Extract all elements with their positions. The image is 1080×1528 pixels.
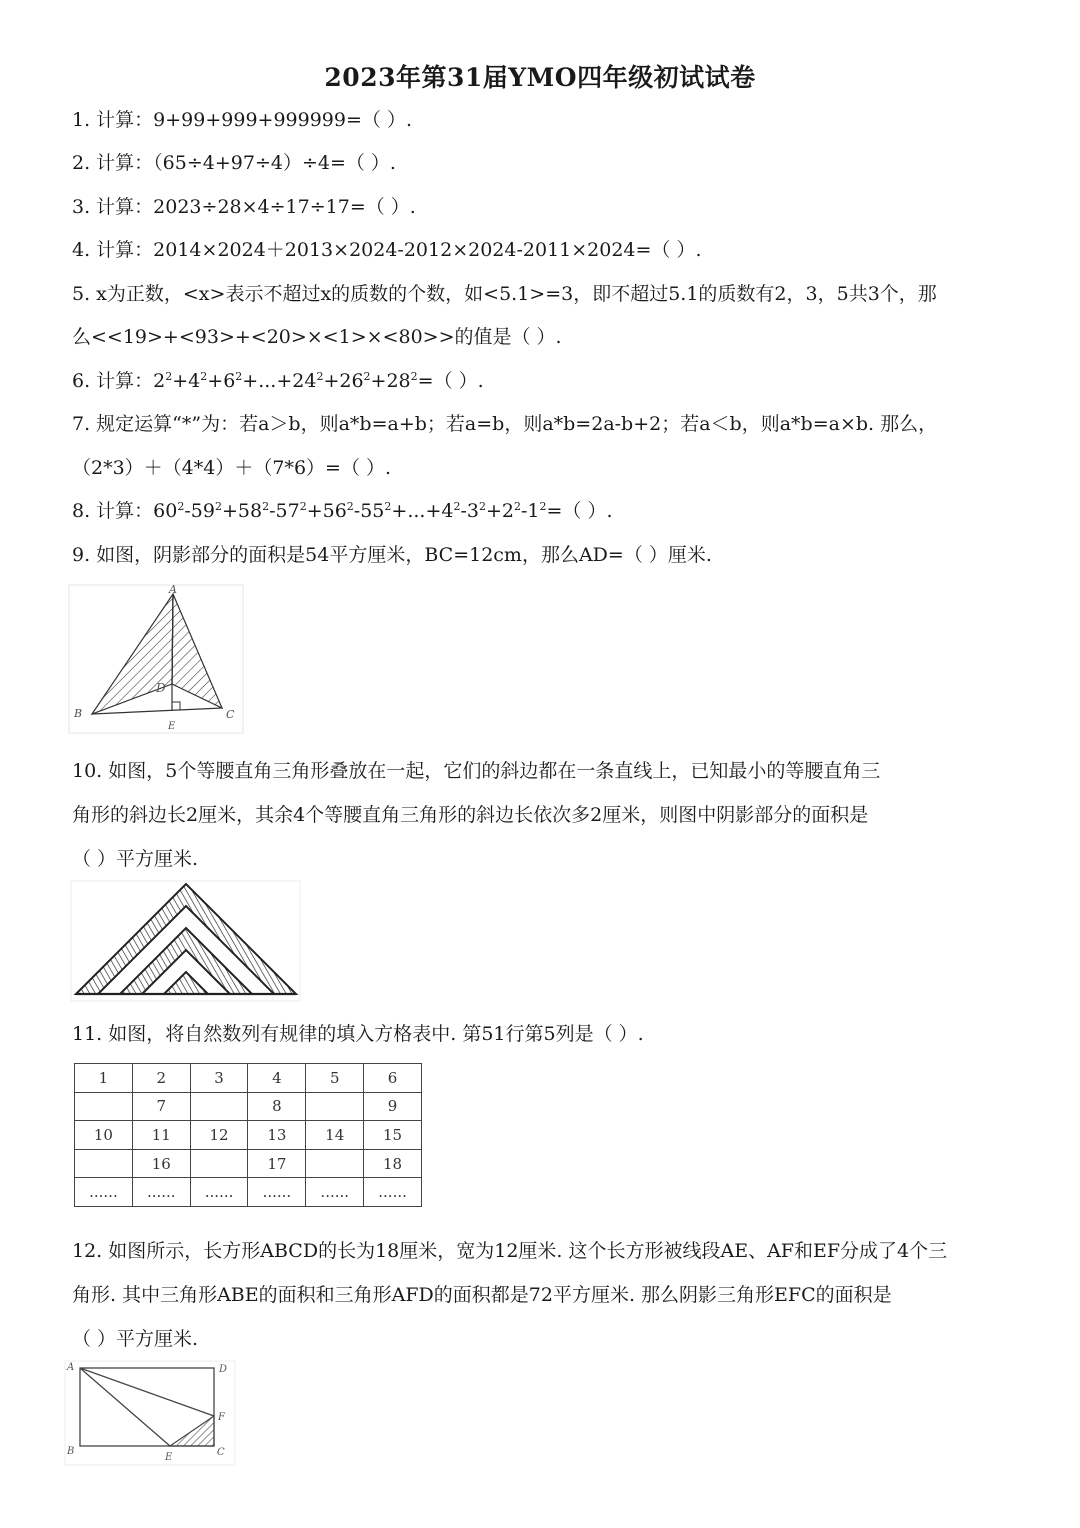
table-cell (306, 1092, 364, 1121)
table-cell (75, 1092, 133, 1121)
question-6: 6. 计算：$2^2+4^2+6^2+...+24^2+26^2+28^2=$（ ）. (72, 370, 484, 392)
question-7-line2: （2*3）＋（4*4）＋（7*6）=（ ）. (72, 457, 392, 479)
table-cell: 11 (132, 1121, 190, 1150)
table-cell: 17 (248, 1149, 306, 1178)
table-cell: 3 (190, 1064, 248, 1093)
label-e: E (165, 1452, 173, 1463)
label-a: A (169, 584, 177, 596)
table-cell (190, 1149, 248, 1178)
figure-9-triangle (68, 584, 246, 736)
table-row (75, 1121, 422, 1150)
question-10-line2: 角形的斜边长2厘米，其余4个等腰直角三角形的斜边长依次多2厘米，则图中阴影部分的面积是 (72, 804, 869, 826)
question-9: 9. 如图，阴影部分的面积是54平方厘米，BC=12cm，那么AD=（ ）厘米. (72, 544, 712, 566)
table-cell: ...... (132, 1178, 190, 1207)
label-b: B (74, 707, 83, 720)
table-cell: 7 (132, 1092, 190, 1121)
question-5-line2: 么<<19>+<93>+<20>×<1>×<80>>的值是（ ）. (72, 326, 562, 348)
table-cell: ...... (364, 1178, 422, 1207)
table-cell (306, 1149, 364, 1178)
table-cell: 2 (132, 1064, 190, 1093)
label-d: D (156, 681, 166, 695)
question-8: 8. 计算：$60^2-59^2+58^2-57^2+56^2-55^2+...+4^2-3^2+2^2-1^2=$（ ）. (72, 500, 613, 522)
table-cell: 5 (306, 1064, 364, 1093)
question-3: 3. 计算：2023÷28×4÷17÷17=（ ）. (72, 196, 416, 218)
question-12-line2: 角形. 其中三角形ABE的面积和三角形AFD的面积都是72平方厘米. 那么阴影三角形EFC的面积是 (72, 1284, 892, 1306)
label-c: C (217, 1447, 225, 1458)
label-e: E (168, 721, 176, 732)
question-5-line1: 5. x为正数，<x>表示不超过x的质数的个数，如<5.1>=3，即不超过5.1的质数有2，3，5共3个，那 (72, 283, 937, 305)
table-cell: ...... (248, 1178, 306, 1207)
question-10-line3: （ ）平方厘米. (72, 848, 199, 870)
table-cell: 1 (75, 1064, 133, 1093)
question-2: 2. 计算：（65÷4+97÷4）÷4=（ ）. (72, 152, 396, 174)
question-4: 4. 计算：2014×2024＋2013×2024-2012×2024-2011×2024=（ ）. (72, 239, 702, 261)
label-c: C (226, 708, 235, 721)
figure-10-stacked-triangles (70, 880, 302, 1004)
question-1: 1. 计算：9+99+999+999999=（ ）. (72, 109, 412, 131)
page-title: 2023年第31届YMO四年级初试试卷 (324, 63, 756, 92)
table-row (75, 1178, 422, 1207)
table-cell: ...... (190, 1178, 248, 1207)
table-cell: 10 (75, 1121, 133, 1150)
table-cell: ...... (306, 1178, 364, 1207)
table-cell: 18 (364, 1149, 422, 1178)
table-cell: ...... (75, 1178, 133, 1207)
table-cell: 9 (364, 1092, 422, 1121)
label-d: D (219, 1364, 228, 1375)
table-cell: 12 (190, 1121, 248, 1150)
table-cell: 14 (306, 1121, 364, 1150)
table-cell (75, 1149, 133, 1178)
figure-12-rectangle (64, 1360, 238, 1468)
table-row (75, 1149, 422, 1178)
table-cell: 8 (248, 1092, 306, 1121)
table-row (75, 1064, 422, 1093)
table-cell (190, 1092, 248, 1121)
question-12-line1: 12. 如图所示，长方形ABCD的长为18厘米，宽为12厘米. 这个长方形被线段AE、AF和EF分成了4个三 (72, 1240, 948, 1262)
question-11: 11. 如图，将自然数列有规律的填入方格表中. 第51行第5列是（ ）. (72, 1023, 644, 1045)
table-cell: 13 (248, 1121, 306, 1150)
question-10-line1: 10. 如图，5个等腰直角三角形叠放在一起，它们的斜边都在一条直线上，已知最小的等腰直角三 (72, 760, 881, 782)
label-a: A (67, 1362, 75, 1373)
table-cell: 6 (364, 1064, 422, 1093)
table-cell: 16 (132, 1149, 190, 1178)
question-7-line1: 7. 规定运算“*”为：若a＞b，则a*b=a+b；若a=b，则a*b=2a-b+2；若a＜b，则a*b=a×b. 那么， (72, 413, 938, 435)
table-cell: 4 (248, 1064, 306, 1093)
table-row (75, 1092, 422, 1121)
number-grid-table (74, 1063, 422, 1207)
table-cell: 15 (364, 1121, 422, 1150)
question-12-line3: （ ）平方厘米. (72, 1328, 199, 1350)
label-f: F (218, 1412, 225, 1423)
label-b: B (67, 1446, 75, 1457)
